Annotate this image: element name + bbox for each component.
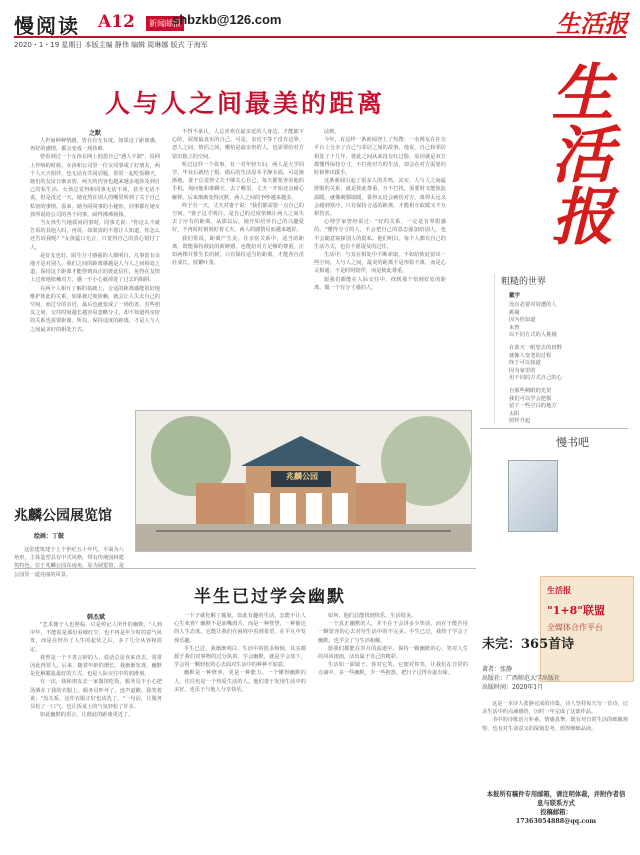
poem-line: 终于可以知道 bbox=[509, 360, 541, 367]
paragraph: 我们常说，距离产生美。在亲密关系中，适当的距离，既能保持彼此的新鲜感，也能给对方足够的尊重。正如两棵并排生长的树，只有保持适当的距离，才能各自茁壮成长，枝繁叶茂。 bbox=[172, 235, 304, 267]
book-title: 未完：365首诗 bbox=[482, 637, 575, 652]
issue-meta: 2020・1・19 星期日 本版主编 静伟 编辑 周琳娜 版式 于海军 bbox=[14, 41, 208, 49]
col-text bbox=[30, 621, 162, 849]
ad-line: 生活报 bbox=[547, 585, 571, 595]
paragraph: 不得不承认，人总喜欢在最亲近的人身边，才能卸下心防，展现最真实的自己。可是，亲近不等于没有边界。恋人之间，情侣之间，哪怕是最亲密的人，也需要给对方留出独立的空间。 bbox=[172, 129, 304, 160]
paragraph: 半生已过，我渐渐明白，生活中的很多烦恼，其实都源于我们对事物的过分执着。学会幽默，就是学会放下，学会用一颗轻松的心去面对生活中的种种不如意。 bbox=[174, 645, 306, 669]
side-logo bbox=[522, 60, 632, 280]
illustration-sign: 兆麟公园 bbox=[286, 471, 318, 481]
paragraph: 心理学家曾经说过："好的关系，一定是有界限感的。"懂得分寸的人，不会把自己的意志强加给别人，也不会随意窥探别人的隐私。他们明白，每个人都有自己的生活方式，也有不愿提及的过往。 bbox=[314, 219, 446, 250]
poem-line: 在蓝天一眼望去的田野 bbox=[509, 344, 562, 351]
paragraph: 这条新闻引起了很多人的共鸣。其实，人与人之间最舒服的关系，就是彼此尊重、互不打扰，需要时又能彼此温暖。就像刺猬取暖，靠得太近会刺伤对方，离得太远又会感到寒冷，只有保持合适的距离，才能相互取暖又不互相伤害。 bbox=[314, 178, 446, 218]
book-author: 著者：张静 bbox=[482, 666, 513, 673]
book-publisher: 出版社：广西师范大学出版社 bbox=[482, 675, 561, 682]
contact-label: 投稿邮箱： bbox=[540, 809, 572, 816]
paragraph: 愿我们都能在岁月的流逝中，保持一颗幽默的心，笑对人生的风风雨雨，活出属于自己的精彩。 bbox=[318, 645, 468, 661]
poem-line: 挑剔 bbox=[509, 309, 520, 316]
paragraph: 听过这样一个故事，有一对年轻夫妇，两人是大学同学，毕业后就结了婚。婚后的生活原本平静幸福，可是渐渐地，妻子总觉得丈夫不够关心自己，每天都要查看他的手机，询问他和谁聊天、去了哪里。丈夫一开始还会耐心解释，后来渐渐变得沉默，两人之间的争吵越来越多。 bbox=[172, 161, 304, 201]
page-number: A12 bbox=[98, 12, 135, 32]
book-section-label: 慢书吧 bbox=[556, 436, 589, 449]
paragraph: 是好友也好，陌生分寸感强的人都明白，凡事留有余地才是对别人，我们之间的距离感越是人与人之间相处之道，保持这个距离才能得到真正的彼此信任，免得在友情上过度地依赖对方，感一不小心就掉进了过去的陷阱。 bbox=[30, 252, 160, 284]
paragraph: 这是一本诗人张静完成的诗集，诗人坚持每天写一首诗，记录生活中的点滴感悟，历时一年完成了这部作品。 bbox=[482, 701, 628, 716]
paragraph: 人世间种种情感，皆在有无有度。如果这了距离感，再好的感情，都会变成一场劫难。 bbox=[30, 138, 160, 153]
caption-author: 绘画：丁鼓 bbox=[34, 533, 65, 540]
poem-line: 留下一些空白的地方 bbox=[509, 403, 557, 410]
masthead-logo: 生活报 bbox=[556, 9, 628, 38]
paragraph: 今年，有这样一条新闻登上了热搜：一名网友在社交平台上分享了自己与邻居之间的故事。他说，自己和邻居相处了十几年，彼此之间从来没有红过脸，原因就是双方都懂得保持分寸，不打扰对方的生活，却会在对方需要的时候伸出援手。 bbox=[314, 137, 446, 177]
poem-title: 粗糙的世界 bbox=[501, 277, 547, 287]
contact-block bbox=[484, 790, 628, 826]
header-email[interactable]: shbzkb@126.com bbox=[172, 12, 282, 27]
caption-title: 兆麟公园展览馆 bbox=[14, 508, 112, 524]
paragraph: 生活如一面镜子，你对它笑，它便对你笑。让我们在日常的点滴中，多一些幽默，少一些抱怨，把日子过得有滋有味。 bbox=[318, 662, 468, 677]
side-logo-text: 生活报 bbox=[541, 60, 614, 246]
paragraph: "艺术便于人也照临，只是传记人所作的幽默。"人到中年，不能说是那份看破红尘，也不再是年少时的意气风发，而是在经历了人生的起伏之后，多了几分从容和淡定。 bbox=[30, 622, 162, 653]
caption-text: 这张建筑建于上个世纪五十年代，平面为八角形，主体造型具有中式风格，带有传统园林建筑特色。位于兆麟公园东南角，原为展览馆，是公园里一道亮丽的风景。 bbox=[14, 547, 124, 578]
main-article-author: 之默 bbox=[88, 130, 101, 137]
section-title: 慢阅读 bbox=[14, 14, 80, 38]
paragraph: 如何，他们总能找到快乐，生活很美。 bbox=[328, 613, 417, 619]
main-article-col-2 bbox=[172, 128, 304, 406]
article-2-col-2 bbox=[174, 612, 306, 848]
poem-author: 戴宇 bbox=[509, 293, 521, 299]
paragraph: 生活中，与其在相处中不断索取，不如给彼此留出一些空间。人与人之间，最美的距离不是形影不离，而是心灵相通；不是时时陪伴，而是彼此尊重。 bbox=[314, 252, 446, 275]
paragraph: 曾看到过一个女孩在网上抱怨自己"遇人不淑"，说网上作响的时候，女孩和公司里一位女同事成了好朋友，两个人天天相伴，也无话有共同话题，常常一起吃饭聊天，她们的友谊日渐亲密，两天的内容也越来越多地涉及到自己的私生活。女孩总觉得和同事无话不谈，甚至无话不说。但是没过一天，她竟然在别人的嘴里听到了关于自己私密的事情。原来，她为同同事的小秘密，同事都在她女孩所说给公司的各个同事，闹得沸沸扬扬。 bbox=[30, 154, 160, 218]
paragraph: 有一次，我和朋友去一家餐馆吃饭，服务员不小心把汤洒在了我的衣服上。服务员吓坏了，连声道歉。我笑着说："没关系，这件衣服正好也该洗了。"一句话，让服务员松了一口气，也让饭桌上的气氛轻松了许多。 bbox=[30, 679, 162, 711]
article-2-author: 韩杰斌 bbox=[86, 614, 105, 621]
book-divider bbox=[480, 428, 628, 429]
article-2-headline: 半生已过学会幽默 bbox=[194, 587, 346, 607]
poem-line: 因为你知道 bbox=[509, 317, 536, 324]
section-divider bbox=[14, 568, 476, 569]
paragraph: 书中的诗歌语言朴素，情感真挚，既有对日常生活的细腻观察，也有对生命意义的深刻思考，值得细细品读。 bbox=[482, 717, 628, 732]
contact-note: 本报所有稿件专用邮箱，请注明体裁，并附作者信息与联系方式 bbox=[486, 791, 626, 807]
paragraph: 终于有一天，丈夫对妻子说："我们都需要一点自己的空间。"妻子这才明白，是自己的过度依赖让两人之间失去了应有的距离。从那以后，她开始培养自己的兴趣爱好，不再时时刻刻盯着丈夫，两人的感情反而越来越好。 bbox=[172, 202, 304, 234]
paragraph: 一下子就化解了尴尬。如此有趣的生活，怎能不让人心生欢喜？幽默不是油嘴滑舌，而是一种智慧，一种豁达的人生态度。它能让我们在困境中看到希望，在平凡中发现乐趣。 bbox=[174, 613, 306, 644]
poem-line: 未曾 bbox=[509, 324, 520, 331]
ad-line: 全媒体合作平台 bbox=[547, 623, 603, 632]
paragraph: 法则。 bbox=[324, 129, 340, 135]
paragraph: 在两个人相互了解的基础上，合适的距离感能很好地维护彼此的关系，如果被过度依赖，就会让人失去自己的空间，而过分的亲近，最后也就变成了一场伤害。有些朋友之间，交往时间越长越容易忽略分寸，却不知道再亲密的关系也需要距离。所以，保持适度的距离，才是人与人之间最美好的相处方式。 bbox=[30, 285, 160, 333]
poem-line: 自那些刺眼的光里 bbox=[509, 387, 552, 394]
paragraph: 幽默是一种修养，更是一种能力。一个懂得幽默的人，往往也是一个热爱生活的人。他们善于发现生活中的美好，也乐于与他人分享快乐。 bbox=[174, 670, 306, 693]
poem-line: 因为家里的 bbox=[509, 367, 536, 374]
paragraph: 我曾是一个不善言辞的人，说话总是直来直去，常常因此得罪人。后来，随着年龄的增长，我渐渐发现，幽默是化解尴尬最好的方式，也是人际交往中的润滑剂。 bbox=[30, 654, 162, 678]
poem-line: 就像人变老的过程 bbox=[509, 352, 552, 359]
poem-line: 我们可以学会把握 bbox=[509, 395, 552, 402]
paragraph: 一个真正幽默的人，并不在于会讲多少笑话，而在于能否用一颗宽容的心去对待生活中的不完美。半生已过，我终于学会了幽默，也学会了与生活和解。 bbox=[318, 621, 468, 644]
paragraph: 当女孩生气地质问同事时，同事尤说："你这么不就告诉的其他人吗，再说，如果真的不愿让人知道，你怎么还告诉我呢？"女孩猛口无言，只觉得自己的真心错付了人。 bbox=[30, 220, 160, 251]
poem-line: 没有必要对周遭的人 bbox=[509, 302, 557, 308]
contact-email[interactable]: 17363054888@qq.com bbox=[515, 818, 597, 825]
main-headline: 人与人之间最美的距离 bbox=[104, 89, 385, 118]
book-date: 出版时间：2020年1月 bbox=[482, 684, 544, 691]
book-meta bbox=[482, 665, 560, 692]
poem-line: 太阳 bbox=[509, 410, 520, 417]
paragraph: 愿我们都能在人际交往中，找到那个恰到好处的距离，做一个有分寸感的人。 bbox=[314, 276, 446, 291]
main-article-col-3 bbox=[314, 128, 446, 406]
illustration-exhibition-hall bbox=[135, 410, 472, 552]
article-2-col-3 bbox=[318, 612, 468, 848]
brand-badge: 新闻邮报 bbox=[146, 16, 184, 31]
ad-line: "1+8"联盟 bbox=[547, 604, 605, 617]
paragraph: 如此幽默的语言，让彼此的距离更近了。 bbox=[40, 712, 134, 719]
poem-line: 用不同的方式自己的心 bbox=[509, 375, 562, 382]
poem-line: 照样升起 bbox=[509, 418, 531, 425]
col-text bbox=[30, 137, 160, 409]
poem-block bbox=[494, 274, 629, 424]
main-article-col-1 bbox=[30, 128, 160, 409]
article-2-col-1 bbox=[30, 612, 162, 849]
header-divider bbox=[14, 36, 626, 38]
book-review bbox=[482, 700, 628, 784]
book-cover-image bbox=[508, 460, 558, 532]
poem-line: 以不同方式的人挑剔 bbox=[509, 332, 557, 339]
